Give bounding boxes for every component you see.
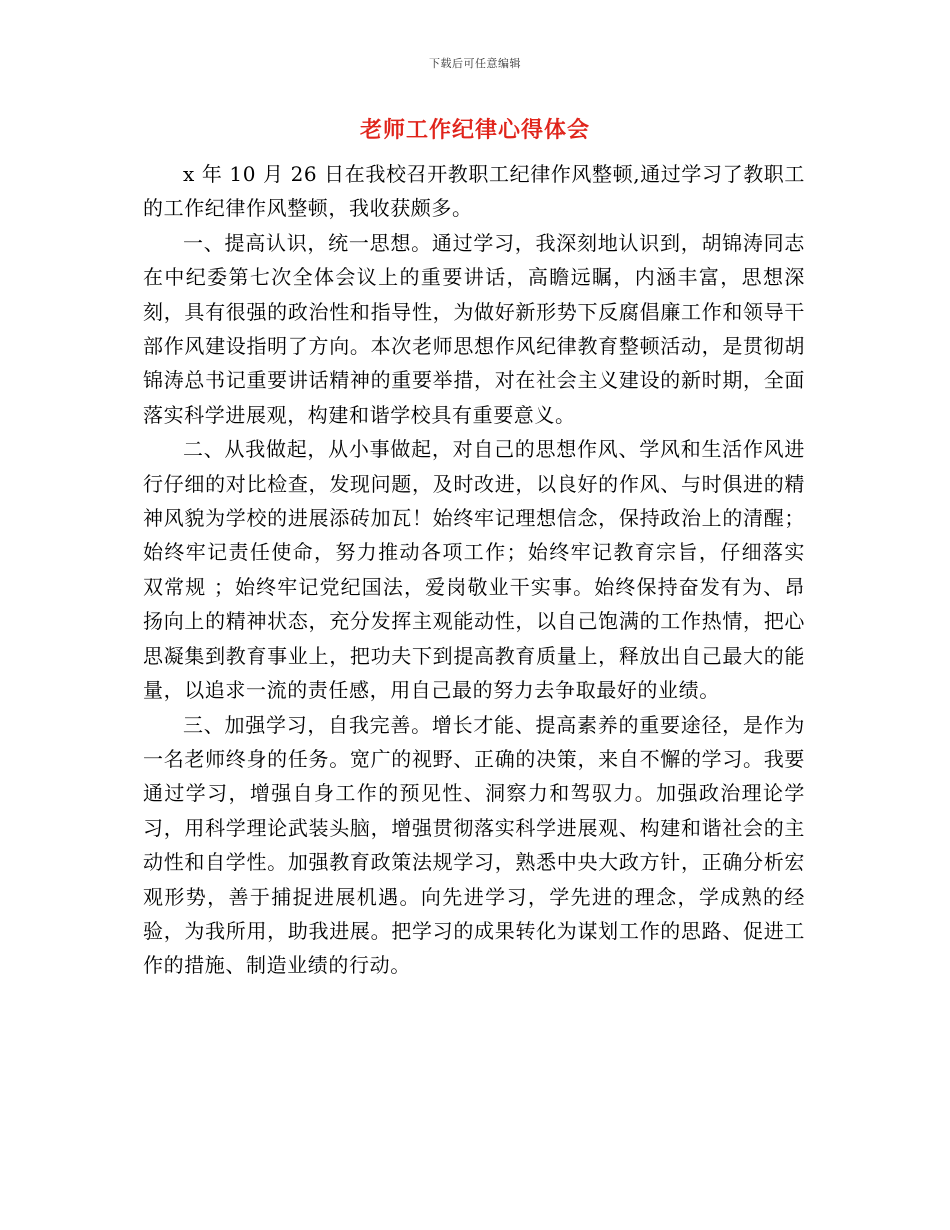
header-note: 下载后可任意编辑 (429, 57, 521, 70)
paragraph-intro: x 年 10 月 26 日在我校召开教职工纪律作风整顿,通过学习了教职工的工作纪律作风整顿，我收获颇多。 (143, 162, 805, 221)
paragraph-section-2: 二、从我做起，从小事做起，对自己的思想作风、学风和生活作风进行仔细的对比检查，发现问题，及时改进，以良好的作风、与时俱进的精神风貌为学校的进展添砖加瓦！始终牢记理想信念，保持政治上的清醒；始终牢记责任使命，努力推动各项工作；始终牢记教育宗旨，仔细落实 双常规 ；始终牢记党纪国法，爱岗敬业干实事。始终保持奋发有为、昂扬向上的精神状态，充分发挥主观能动性，以自己饱满的工作热情，把心思凝集到教育事业上，把功夫下到提高教育质量上，释放出自己最大的能量，以追求一流的责任感，用自己最的努力去争取最好的业绩。 (143, 437, 805, 703)
document-body (143, 157, 805, 983)
paragraph-section-1: 一、提高认识，统一思想。通过学习，我深刻地认识到，胡锦涛同志在中纪委第七次全体会议上的重要讲话，高瞻远瞩，内涵丰富，思想深刻，具有很强的政治性和指导性，为做好新形势下反腐倡廉工作和领导干部作风建设指明了方向。本次老师思想作风纪律教育整顿活动，是贯彻胡锦涛总书记重要讲话精神的重要举措，对在社会主义建设的新时期，全面落实科学进展观，构建和谐学校具有重要意义。 (143, 230, 805, 427)
document-title: 老师工作纪律心得体会 (359, 117, 590, 143)
paragraph-section-3: 三、加强学习，自我完善。增长才能、提高素养的重要途径，是作为一名老师终身的任务。宽广的视野、正确的决策，来自不懈的学习。我要通过学习，增强自身工作的预见性、洞察力和驾驭力。加强政治理论学习，用科学理论武装头脑，增强贯彻落实科学进展观、构建和谐社会的主动性和自学性。加强教育政策法规学习，熟悉中央大政方针，正确分析宏观形势，善于捕捉进展机遇。向先进学习，学先进的理念，学成熟的经验，为我所用，助我进展。把学习的成果转化为谋划工作的思路、促进工作的措施、制造业绩的行动。 (143, 712, 805, 978)
